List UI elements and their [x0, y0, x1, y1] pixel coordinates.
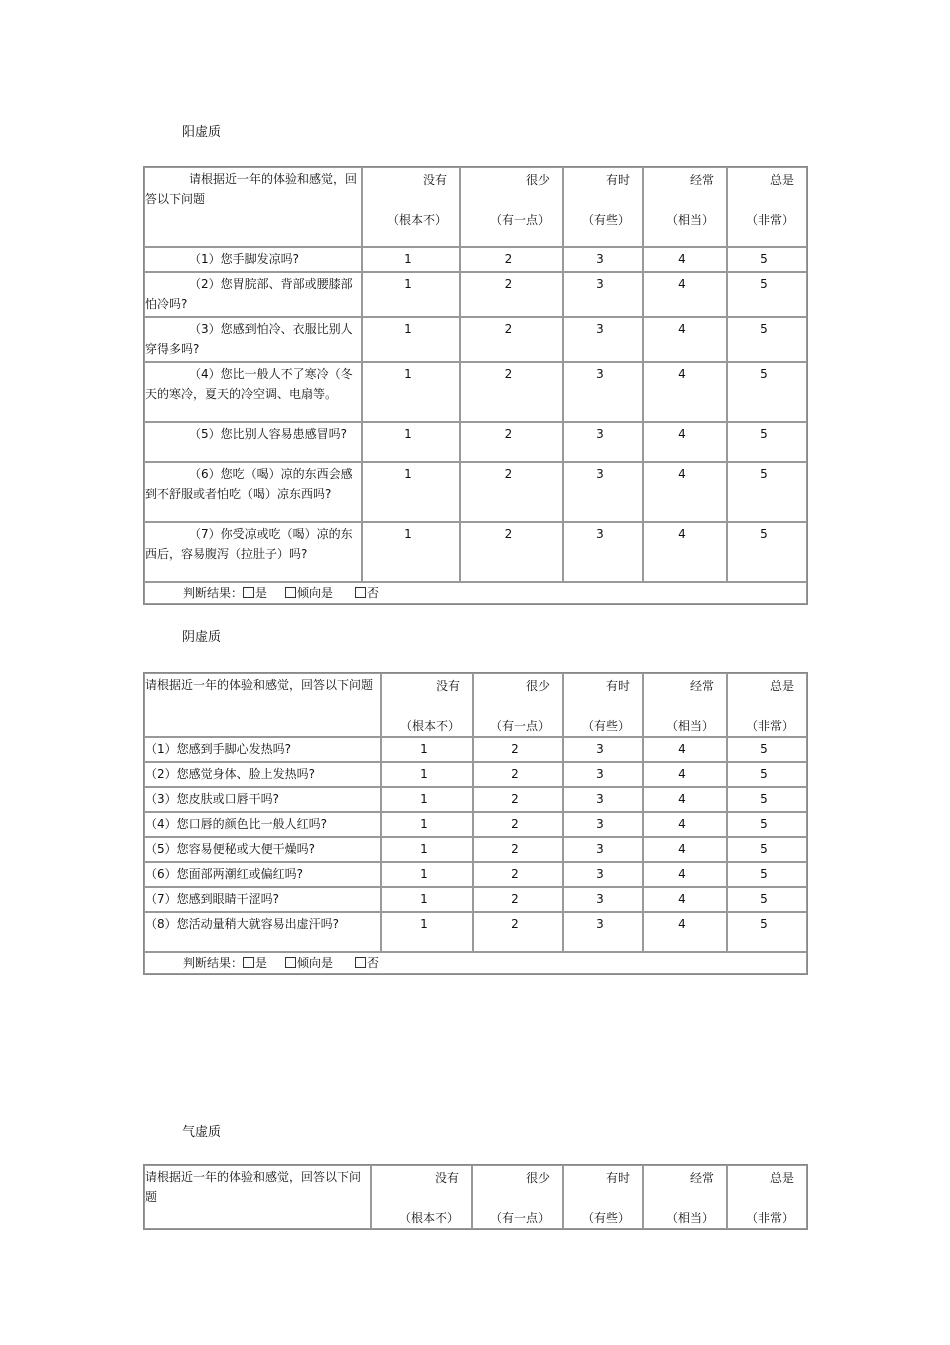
header-option-rarely: 很少 （有一点） [472, 1165, 563, 1229]
score-4[interactable]: 4 [643, 862, 727, 887]
score-3[interactable]: 3 [563, 762, 643, 787]
checkbox-no[interactable] [355, 957, 366, 968]
header-option-often: 经常 （相当） [643, 167, 727, 247]
question-text: （2）您感觉身体、脸上发热吗? [144, 762, 381, 787]
score-4[interactable]: 4 [643, 362, 727, 422]
question-row [144, 462, 807, 522]
score-4[interactable]: 4 [643, 247, 727, 272]
score-3[interactable]: 3 [563, 362, 643, 422]
section-title-yin-deficiency: 阴虚质 [182, 630, 222, 645]
score-2[interactable]: 2 [473, 737, 563, 762]
question-text: （4）您比一般人不了寒冷（冬天的寒冷，夏天的冷空调、电扇等。 [144, 362, 362, 422]
score-1[interactable]: 1 [381, 737, 473, 762]
score-2[interactable]: 2 [473, 887, 563, 912]
score-5[interactable]: 5 [727, 737, 807, 762]
score-2[interactable]: 2 [473, 762, 563, 787]
question-text: （3）您皮肤或口唇干吗? [144, 787, 381, 812]
score-1[interactable]: 1 [362, 272, 460, 317]
score-5[interactable]: 5 [727, 362, 807, 422]
score-3[interactable]: 3 [563, 887, 643, 912]
header-option-sometimes: 有时 （有些） [563, 1165, 643, 1229]
header-row [144, 167, 807, 247]
score-2[interactable]: 2 [460, 462, 563, 522]
section-title-qi-deficiency: 气虚质 [182, 1125, 222, 1140]
question-row [144, 837, 807, 862]
question-text: （1）您感到手脚心发热吗? [144, 737, 381, 762]
question-row [144, 862, 807, 887]
score-1[interactable]: 1 [381, 912, 473, 952]
score-5[interactable]: 5 [727, 812, 807, 837]
score-1[interactable]: 1 [381, 862, 473, 887]
score-5[interactable]: 5 [727, 317, 807, 362]
header-option-always: 总是 （非常） [727, 167, 807, 247]
header-option-never: 没有 （根本不） [381, 673, 473, 737]
option-no-label: 否 [367, 586, 380, 600]
header-option-often: 经常 （相当） [643, 673, 727, 737]
score-3[interactable]: 3 [563, 522, 643, 582]
question-row [144, 362, 807, 422]
score-5[interactable]: 5 [727, 762, 807, 787]
question-text: （3）您感到怕冷、衣服比别人穿得多吗? [144, 317, 362, 362]
score-4[interactable]: 4 [643, 837, 727, 862]
score-2[interactable]: 2 [460, 422, 563, 462]
score-3[interactable]: 3 [563, 247, 643, 272]
score-2[interactable]: 2 [473, 912, 563, 952]
score-5[interactable]: 5 [727, 887, 807, 912]
option-yes-label: 是 [255, 586, 268, 600]
option-yes-label: 是 [255, 956, 268, 970]
question-text: （5）您比别人容易患感冒吗? [144, 422, 362, 462]
header-row [144, 1165, 807, 1229]
question-text: （8）您活动量稍大就容易出虚汗吗? [144, 912, 381, 952]
header-option-rarely: 很少 （有一点） [473, 673, 563, 737]
score-4[interactable]: 4 [643, 272, 727, 317]
score-5[interactable]: 5 [727, 912, 807, 952]
checkbox-yes[interactable] [243, 957, 254, 968]
question-row [144, 317, 807, 362]
question-text: （5）您容易便秘或大便干燥吗? [144, 837, 381, 862]
question-row [144, 422, 807, 462]
score-3[interactable]: 3 [563, 787, 643, 812]
checkbox-yes[interactable] [243, 587, 254, 598]
score-2[interactable]: 2 [460, 522, 563, 582]
question-row [144, 247, 807, 272]
score-5[interactable]: 5 [727, 522, 807, 582]
header-option-often: 经常 （相当） [643, 1165, 727, 1229]
score-1[interactable]: 1 [362, 462, 460, 522]
checkbox-lean[interactable] [285, 587, 296, 598]
header-option-sometimes: 有时 （有些） [563, 673, 643, 737]
score-2[interactable]: 2 [460, 272, 563, 317]
score-1[interactable]: 1 [381, 837, 473, 862]
score-4[interactable]: 4 [643, 887, 727, 912]
result-cell [144, 952, 807, 974]
question-row [144, 522, 807, 582]
score-5[interactable]: 5 [727, 422, 807, 462]
score-5[interactable]: 5 [727, 862, 807, 887]
question-row [144, 272, 807, 317]
result-cell [144, 582, 807, 604]
header-row [144, 673, 807, 737]
question-row [144, 787, 807, 812]
score-3[interactable]: 3 [563, 912, 643, 952]
score-4[interactable]: 4 [643, 812, 727, 837]
header-option-never: 没有 （根本不） [362, 167, 460, 247]
score-5[interactable]: 5 [727, 462, 807, 522]
header-option-sometimes: 有时 （有些） [563, 167, 643, 247]
checkbox-lean[interactable] [285, 957, 296, 968]
questionnaire-table-yang-deficiency [143, 166, 808, 605]
score-1[interactable]: 1 [362, 522, 460, 582]
result-label: 判断结果： [183, 956, 244, 970]
score-3[interactable]: 3 [563, 737, 643, 762]
score-5[interactable]: 5 [727, 787, 807, 812]
header-option-always: 总是 （非常） [727, 1165, 807, 1229]
question-text: （2）您胃脘部、背部或腰膝部怕冷吗? [144, 272, 362, 317]
question-row [144, 737, 807, 762]
result-label: 判断结果： [183, 586, 244, 600]
score-4[interactable]: 4 [643, 762, 727, 787]
score-5[interactable]: 5 [727, 837, 807, 862]
header-question: 请根据近一年的体验和感觉，回答以下问题 [144, 167, 362, 247]
score-3[interactable]: 3 [563, 812, 643, 837]
score-2[interactable]: 2 [460, 247, 563, 272]
score-4[interactable]: 4 [643, 462, 727, 522]
option-lean-label: 倾向是 [297, 586, 334, 600]
score-4[interactable]: 4 [643, 787, 727, 812]
score-4[interactable]: 4 [643, 912, 727, 952]
option-no-label: 否 [367, 956, 380, 970]
score-3[interactable]: 3 [563, 422, 643, 462]
question-text: （7）你受凉或吃（喝）凉的东西后，容易腹泻（拉肚子）吗? [144, 522, 362, 582]
score-1[interactable]: 1 [381, 812, 473, 837]
score-2[interactable]: 2 [473, 837, 563, 862]
section-title-yang-deficiency: 阳虚质 [182, 125, 222, 140]
questionnaire-table-yin-deficiency [143, 672, 808, 975]
header-option-never: 没有 （根本不） [371, 1165, 472, 1229]
score-4[interactable]: 4 [643, 522, 727, 582]
score-4[interactable]: 4 [643, 317, 727, 362]
question-row [144, 762, 807, 787]
score-2[interactable]: 2 [473, 862, 563, 887]
score-4[interactable]: 4 [643, 737, 727, 762]
option-lean-label: 倾向是 [297, 956, 334, 970]
result-row [144, 952, 807, 974]
header-option-rarely: 很少 （有一点） [460, 167, 563, 247]
header-option-always: 总是 （非常） [727, 673, 807, 737]
question-row [144, 887, 807, 912]
question-text: （7）您感到眼睛干涩吗? [144, 887, 381, 912]
score-2[interactable]: 2 [473, 812, 563, 837]
question-row [144, 912, 807, 952]
header-question: 请根据近一年的体验和感觉，回答以下问题 [144, 673, 381, 737]
score-1[interactable]: 1 [381, 887, 473, 912]
score-1[interactable]: 1 [381, 787, 473, 812]
score-2[interactable]: 2 [460, 317, 563, 362]
score-2[interactable]: 2 [460, 362, 563, 422]
score-1[interactable]: 1 [362, 362, 460, 422]
score-3[interactable]: 3 [563, 462, 643, 522]
questionnaire-table-qi-deficiency [143, 1164, 808, 1230]
checkbox-no[interactable] [355, 587, 366, 598]
question-text: （6）您面部两潮红或偏红吗? [144, 862, 381, 887]
question-text: （1）您手脚发凉吗? [144, 247, 362, 272]
score-1[interactable]: 1 [362, 422, 460, 462]
score-3[interactable]: 3 [563, 862, 643, 887]
score-3[interactable]: 3 [563, 837, 643, 862]
header-question: 请根据近一年的体验和感觉，回答以下问题 [144, 1165, 371, 1229]
question-text: （6）您吃（喝）凉的东西会感到不舒服或者怕吃（喝）凉东西吗? [144, 462, 362, 522]
score-1[interactable]: 1 [362, 317, 460, 362]
question-text: （4）您口唇的颜色比一般人红吗? [144, 812, 381, 837]
score-3[interactable]: 3 [563, 272, 643, 317]
result-row [144, 582, 807, 604]
score-1[interactable]: 1 [381, 762, 473, 787]
question-row [144, 812, 807, 837]
score-5[interactable]: 5 [727, 247, 807, 272]
score-2[interactable]: 2 [473, 787, 563, 812]
score-1[interactable]: 1 [362, 247, 460, 272]
score-3[interactable]: 3 [563, 317, 643, 362]
score-4[interactable]: 4 [643, 422, 727, 462]
score-5[interactable]: 5 [727, 272, 807, 317]
